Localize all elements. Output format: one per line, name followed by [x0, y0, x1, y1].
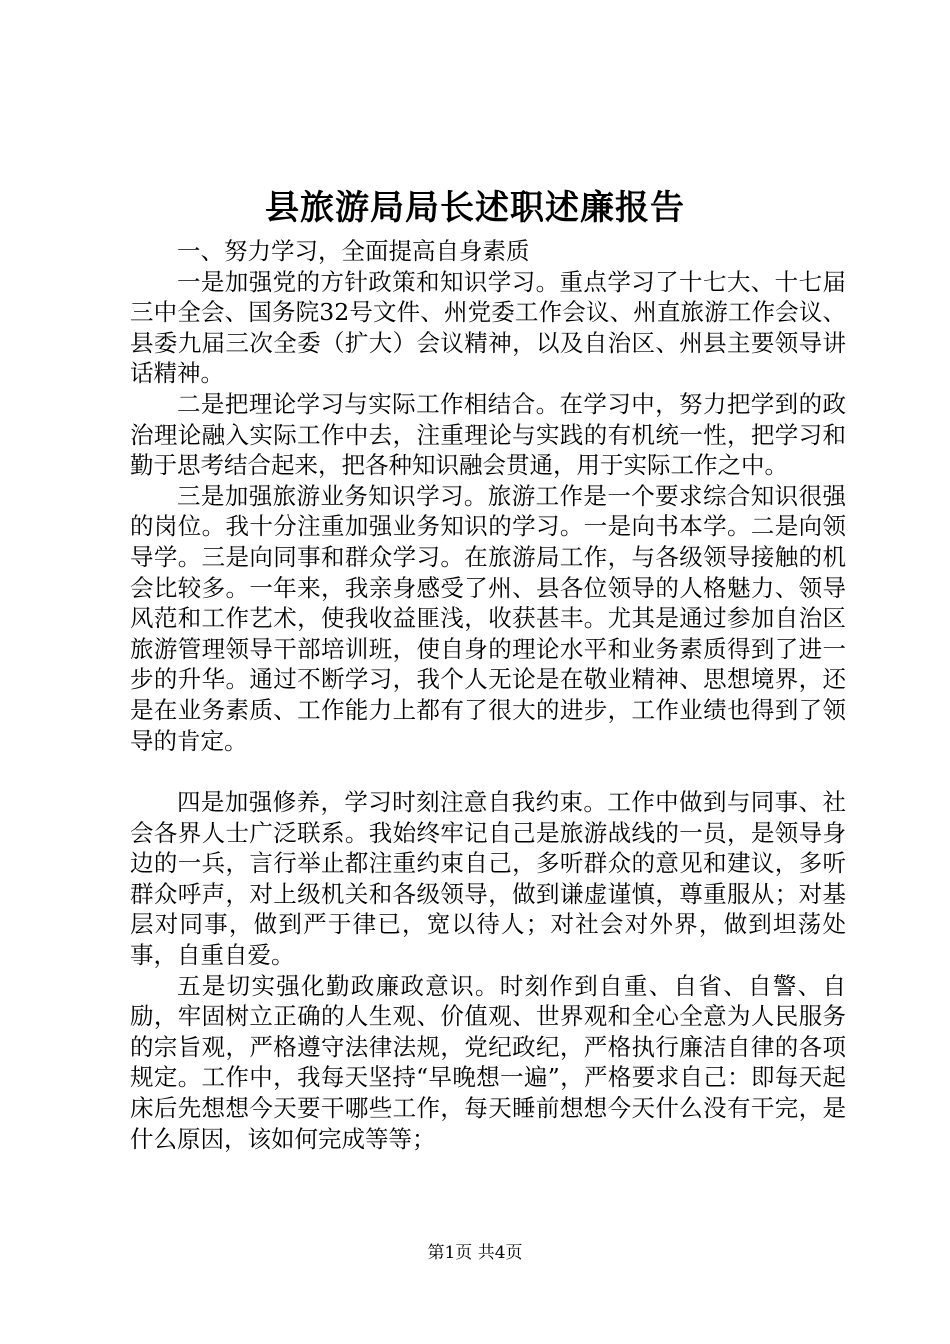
paragraph-2: 二是把理论学习与实际工作相结合。在学习中，努力把学到的政治理论融入实际工作中去，注重理论与实践的有机统一性，把学习和勤于思考结合起来，把各种知识融会贯通，用于实际工作之中。	[130, 389, 846, 480]
document-body	[130, 236, 846, 1154]
paragraph-1: 一是加强党的方针政策和知识学习。重点学习了十七大、十七届三中全会、国务院32号文件、州党委工作会议、州直旅游工作会议、县委九届三次全委（扩大）会议精神，以及自治区、州县主要领导讲话精神。	[130, 267, 846, 388]
document-title: 县旅游局局长述职述廉报告	[265, 188, 685, 228]
page-footer: 第1页 共4页	[427, 1243, 523, 1263]
paragraph-5: 五是切实强化勤政廉政意识。时刻作到自重、自省、自警、自励，牢固树立正确的人生观、价值观、世界观和全心全意为人民服务的宗旨观，严格遵守法律法规，党纪政纪，严格执行廉洁自律的各项规定。工作中，我每天坚持“早晚想一遍”，严格要求自己：即每天起床后先想想今天要干哪些工作，每天睡前想想今天什么没有干完，是什么原因，该如何完成等等；	[130, 971, 846, 1153]
paragraph-4: 四是加强修养，学习时刻注意自我约束。工作中做到与同事、社会各界人士广泛联系。我始终牢记自己是旅游战线的一员，是领导身边的一兵，言行举止都注重约束自己，多听群众的意见和建议，多听群众呼声，对上级机关和各级领导，做到谦虚谨慎，尊重服从；对基层对同事，做到严于律已，宽以待人；对社会对外界，做到坦荡处事，自重自爱。	[130, 788, 846, 970]
paragraph-3: 三是加强旅游业务知识学习。旅游工作是一个要求综合知识很强的岗位。我十分注重加强业务知识的学习。一是向书本学。二是向领导学。三是向同事和群众学习。在旅游局工作，与各级领导接触的机会比较多。一年来，我亲身感受了州、县各位领导的人格魅力、领导风范和工作艺术，使我收益匪浅，收获甚丰。尤其是通过参加自治区旅游管理领导干部培训班，使自身的理论水平和业务素质得到了进一步的升华。通过不断学习，我个人无论是在敬业精神、思想境界，还是在业务素质、工作能力上都有了很大的进步，工作业绩也得到了领导的肯定。	[130, 481, 846, 755]
section-heading: 一、努力学习，全面提高自身素质	[177, 237, 530, 265]
